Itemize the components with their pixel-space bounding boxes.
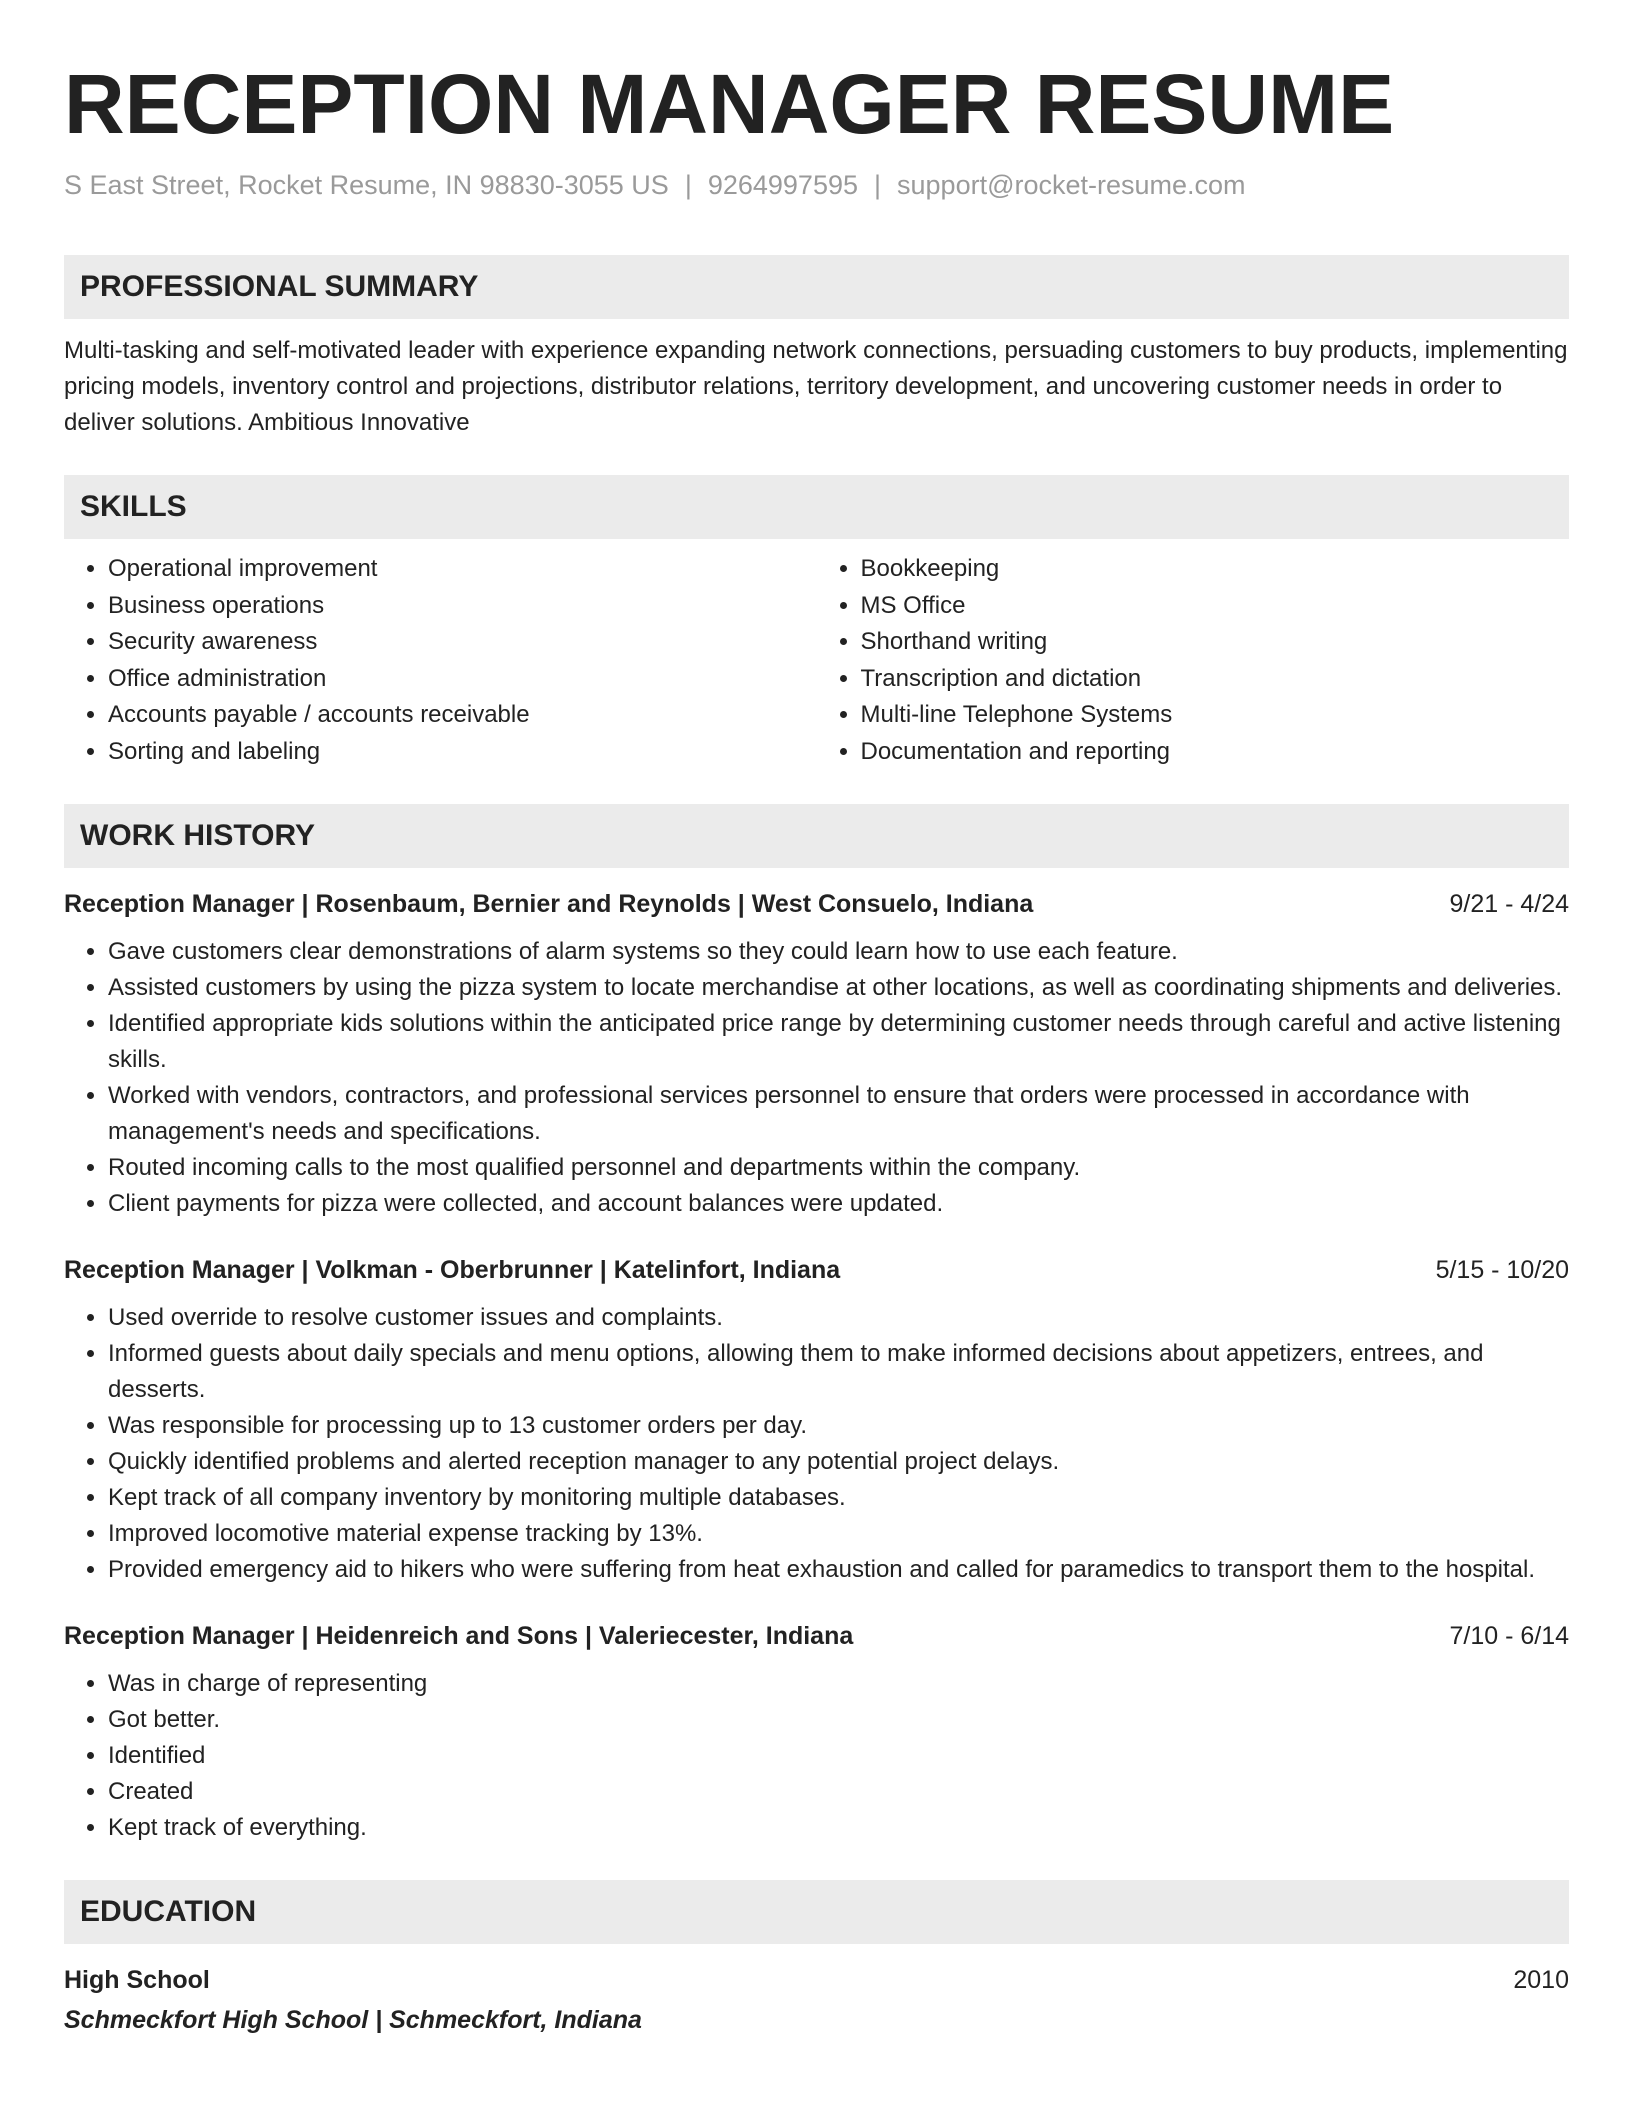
section-header-education: EDUCATION [64, 1880, 1569, 1944]
job-bullet: • Provided emergency aid to hikers who were suffering from heat exhaustion and called for paramedics to transport them to the hospital. [108, 1552, 1569, 1588]
skill-item: • Sorting and labeling [108, 734, 817, 771]
job-bullet: • Improved locomotive material expense tracking by 13%. [108, 1516, 1569, 1552]
job-title: Reception Manager | Rosenbaum, Bernier and Reynolds | West Consuelo, Indiana [64, 890, 1034, 919]
skill-item: • Documentation and reporting [861, 734, 1570, 771]
skill-item: • Office administration [108, 661, 817, 698]
job-bullets [64, 1666, 1569, 1846]
skills-column-left [64, 551, 817, 770]
job-bullet: • Informed guests about daily specials and menu options, allowing them to make informed decisions about appetizers, entrees, and desserts. [108, 1336, 1569, 1408]
job-bullets [64, 1300, 1569, 1588]
contact-separator: | [874, 170, 882, 200]
skill-item: • Bookkeeping [861, 551, 1570, 588]
job-bullet: • Created [108, 1774, 1569, 1810]
job-bullet: • Used override to resolve customer issues and complaints. [108, 1300, 1569, 1336]
job-bullet: • Quickly identified problems and alerted reception manager to any potential project delays. [108, 1444, 1569, 1480]
education-degree: High School [64, 1966, 210, 1995]
job-bullet: • Routed incoming calls to the most qualified personnel and departments within the company. [108, 1150, 1569, 1186]
contact-phone: 9264997595 [707, 170, 858, 200]
job-dates: 7/10 - 6/14 [1449, 1622, 1569, 1651]
skill-item: • Accounts payable / accounts receivable [108, 697, 817, 734]
job-bullet: • Kept track of everything. [108, 1810, 1569, 1846]
skill-item: • Business operations [108, 588, 817, 625]
contact-email: support@rocket-resume.com [897, 170, 1246, 200]
job-bullets [64, 934, 1569, 1222]
job-title: Reception Manager | Volkman - Oberbrunner | Katelinfort, Indiana [64, 1256, 841, 1285]
resume-title: RECEPTION MANAGER RESUME [64, 57, 1395, 151]
education-entry [64, 1962, 1569, 2038]
job-bullet: • Identified [108, 1738, 1569, 1774]
job-bullet: • Was responsible for processing up to 13 customer orders per day. [108, 1408, 1569, 1444]
skill-item: • Security awareness [108, 624, 817, 661]
job-header [64, 1252, 1569, 1288]
contact-separator: | [684, 170, 692, 200]
job-header [64, 1618, 1569, 1654]
skills-column-right [817, 551, 1570, 770]
job-bullet: • Kept track of all company inventory by monitoring multiple databases. [108, 1480, 1569, 1516]
contact-address: S East Street, Rocket Resume, IN 98830-3055 US [64, 170, 669, 200]
contact-line [64, 168, 1569, 203]
education-school: Schmeckfort High School | Schmeckfort, Indiana [64, 2006, 642, 2035]
job-bullet: • Got better. [108, 1702, 1569, 1738]
summary-text: Multi-tasking and self-motivated leader with experience expanding network connections, persuading customers to buy products, implementing pricing models, inventory control and projections, distributor relations, territory development, and uncovering customer needs in order to deliver solutions. Ambitious Innovative [64, 337, 1568, 437]
job-title: Reception Manager | Heidenreich and Sons | Valeriecester, Indiana [64, 1622, 854, 1651]
job-entry [64, 1252, 1569, 1588]
skill-item: • Shorthand writing [861, 624, 1570, 661]
job-bullet: • Identified appropriate kids solutions within the anticipated price range by determining customer needs through careful and active listening skills. [108, 1006, 1569, 1078]
job-dates: 5/15 - 10/20 [1435, 1256, 1569, 1285]
job-entry [64, 886, 1569, 1222]
skill-item: • MS Office [861, 588, 1570, 625]
section-header-skills: SKILLS [64, 475, 1569, 539]
education-year: 2010 [1513, 1966, 1569, 1995]
job-dates: 9/21 - 4/24 [1449, 890, 1569, 919]
skill-item: • Transcription and dictation [861, 661, 1570, 698]
skill-item: • Multi-line Telephone Systems [861, 697, 1570, 734]
section-header-work-history: WORK HISTORY [64, 804, 1569, 868]
job-header [64, 886, 1569, 922]
job-bullet: • Gave customers clear demonstrations of alarm systems so they could learn how to use each feature. [108, 934, 1569, 970]
job-bullet: • Client payments for pizza were collected, and account balances were updated. [108, 1186, 1569, 1222]
job-bullet: • Assisted customers by using the pizza system to locate merchandise at other locations, as well as coordinating shipments and deliveries. [108, 970, 1569, 1006]
skills-list [64, 551, 1569, 770]
section-header-summary: PROFESSIONAL SUMMARY [64, 255, 1569, 319]
job-bullet: • Worked with vendors, contractors, and professional services personnel to ensure that orders were processed in accordance with management's needs and specifications. [108, 1078, 1569, 1150]
job-entry [64, 1618, 1569, 1846]
skill-item: • Operational improvement [108, 551, 817, 588]
job-bullet: • Was in charge of representing [108, 1666, 1569, 1702]
education-header [64, 1962, 1569, 1998]
